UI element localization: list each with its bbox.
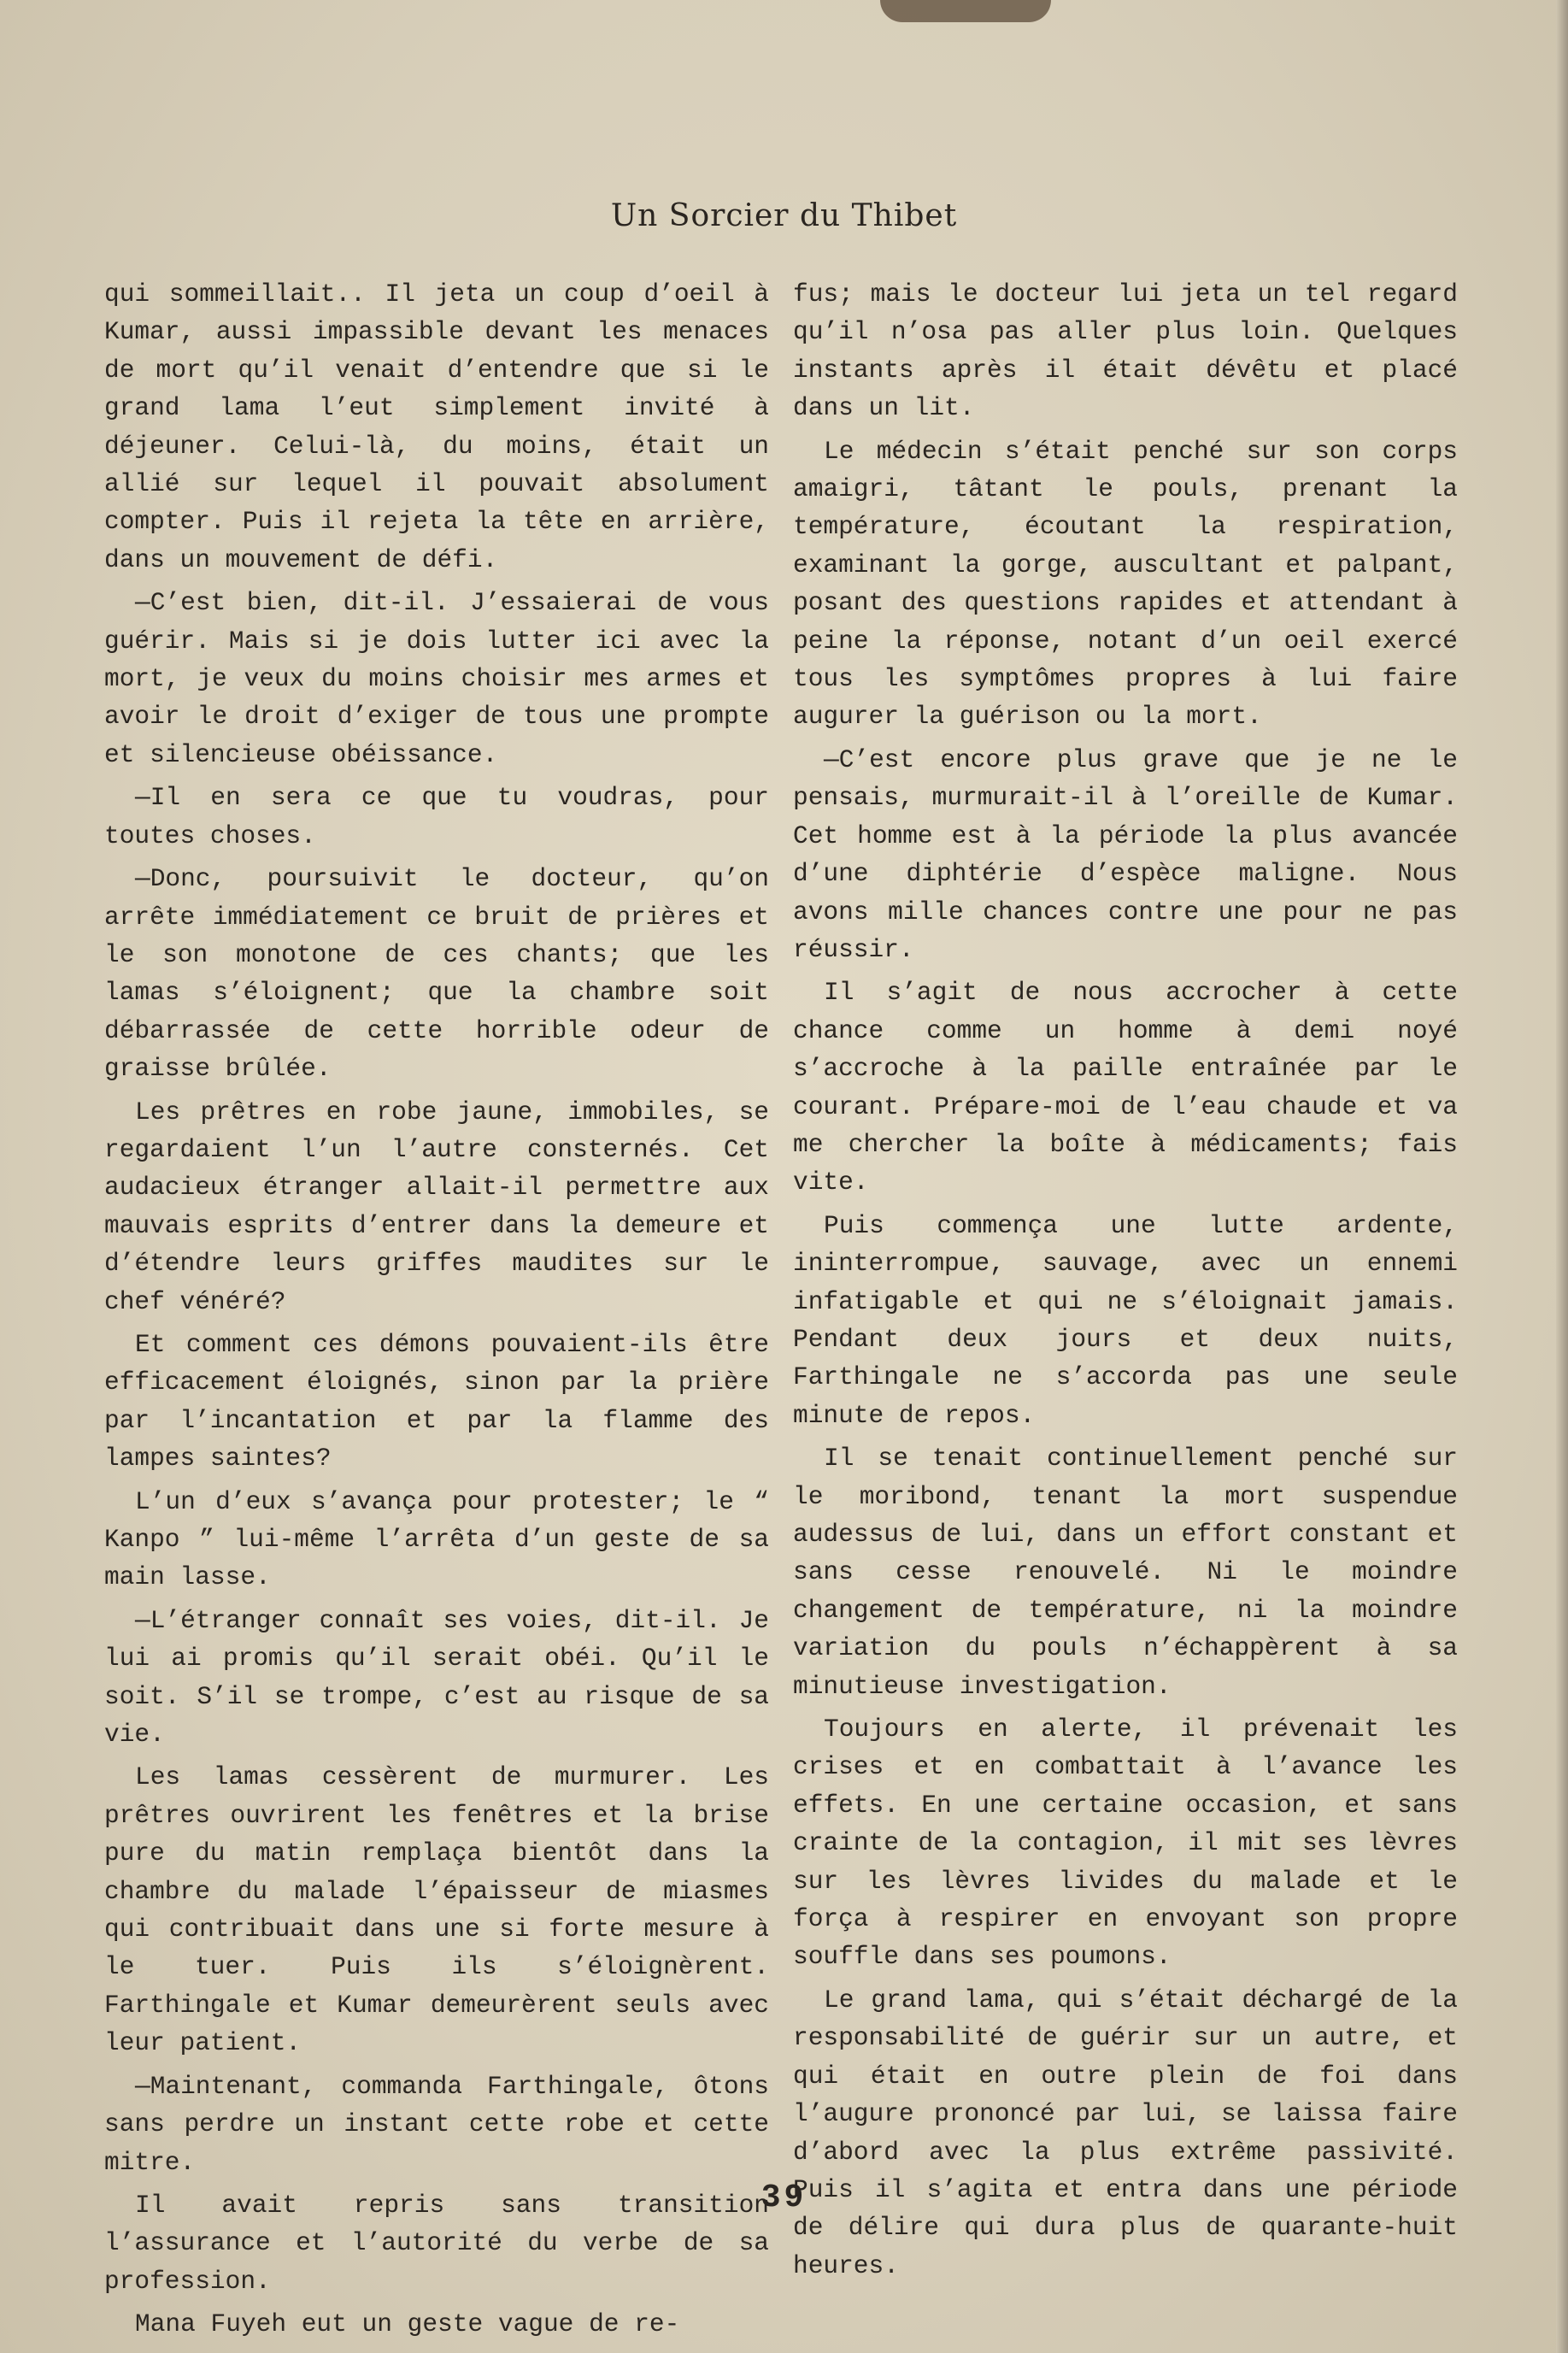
paragraph: —Donc, poursuivit le docteur, qu’on arrête immédiatement ce bruit de prières et le son monotone de ces chants; que les lamas s’éloignent; que la chambre soit débarrassée de cette horrible odeur de graisse brûlée. (104, 864, 769, 1084)
paragraph: Le médecin s’était penché sur son corps amaigri, tâtant le pouls, prenant la température, écoutant la respiration, examinant la gorge, auscultant et palpant, posant des questions rapides et attendant à peine la réponse, notant d’un oeil exercé tous les symptômes propres à lui faire augurer la guérison ou la mort. (793, 436, 1458, 732)
paragraph: —L’étranger connaît ses voies, dit-il. Je lui ai promis qu’il serait obéi. Qu’il le soit. S’il se trompe, c’est au risque de sa vie. (104, 1605, 769, 1750)
paragraph: fus; mais le docteur lui jeta un tel regard qu’il n’osa pas aller plus loin. Quelques instants après il était dévêtu et placé dans un lit. (793, 279, 1458, 423)
paragraph: Puis commença une lutte ardente, ininterrompue, sauvage, avec un ennemi infatigable et qui ne s’éloignait jamais. Pendant deux jours et deux nuits, Farthingale ne s’accorda pas une seule minute de repos. (793, 1210, 1458, 1430)
paragraph: Le grand lama, qui s’était déchargé de la responsabilité de guérir sur un autre, et qui était en outre plein de foi dans l’augure prononcé par lui, se laissa faire d’abord avec la plus extrême passivité. Puis il s’agita et entra dans une période de délire qui dura plus de quarante-huit heures. (793, 1985, 1458, 2280)
page-stain (880, 0, 1051, 22)
paragraph: L’un d’eux s’avança pour protester; le “ Kanpo ” lui-même l’arrêta d’un geste de sa main lasse. (104, 1486, 769, 1592)
paragraph: Et comment ces démons pouvaient-ils être efficacement éloignés, sinon par la prière par l’incantation et par la flamme des lampes saintes? (104, 1329, 769, 1474)
right-column (793, 275, 1458, 2290)
running-title: Un Sorcier du Thibet (610, 198, 958, 233)
paragraph: Il avait repris sans transition l’assurance et l’autorité du verbe de sa profession. (104, 2190, 769, 2296)
paragraph: —Maintenant, commanda Farthingale, ôtons sans perdre un instant cette robe et cette mitre. (104, 2071, 769, 2177)
paragraph: Les lamas cessèrent de murmurer. Les prêtres ouvrirent les fenêtres et la brise pure du matin remplaça bientôt dans la chambre du malade l’épaisseur de miasmes qui contribuait dans une si forte mesure à le tuer. Puis ils s’éloignèrent. Farthingale et Kumar demeurèrent seuls avec leur patient. (104, 1762, 769, 2058)
paragraph: —C’est encore plus grave que je ne le pensais, murmurait-il à l’oreille de Kumar. Cet homme est à la période la plus avancée d’une diphtérie d’espèce maligne. Nous avons mille chances contre une pour ne pas réussir. (793, 744, 1458, 964)
paragraph: Il s’agit de nous accrocher à cette chance comme un homme à demi noyé s’accroche à la paille entraînée par le courant. Prépare-moi de l’eau chaude et va me chercher la boîte à médicaments; fais vite. (793, 978, 1458, 1197)
paragraph: Il se tenait continuellement penché sur le moribond, tenant la mort suspendue audessus de lui, dans un effort constant et sans cesse renouvelé. Ni le moindre changement de température, ni la moindre variation du pouls n’échappèrent à sa minutieuse investigation. (793, 1444, 1458, 1701)
page-number: 39 (761, 2179, 807, 2216)
paragraph: —C’est bien, dit-il. J’essaierai de vous guérir. Mais si je dois lutter ici avec la mort, je veux du moins choisir mes armes et avoir le droit d’exiger de tous une prompte et silencieuse obéissance. (104, 588, 769, 769)
paragraph: qui sommeillait.. Il jeta un coup d’oeil à Kumar, aussi impassible devant les menaces de mort qu’il venait d’entendre que si le grand lama l’eut simplement invité à déjeuner. Celui-là, du moins, était un allié sur lequel il pouvait absolument compter. Puis il rejeta la tête en arrière, dans un mouvement de défi. (104, 279, 769, 574)
paragraph: Mana Fuyeh eut un geste vague de re- (135, 2309, 680, 2339)
paragraph: —Il en sera ce que tu voudras, pour toutes choses. (104, 783, 769, 850)
left-column (104, 275, 769, 2349)
paragraph: Les prêtres en robe jaune, immobiles, se regardaient l’un l’autre consternés. Cet audacieux étranger allait-il permettre aux mauvais esprits d’entrer dans la demeure et d’étendre leurs griffes maudites sur le chef vénéré? (104, 1097, 769, 1316)
paragraph: Toujours en alerte, il prévenait les crises et en combattait à l’avance les effets. En une certaine occasion, et sans crainte de la contagion, il mit ses lèvres sur les lèvres livides du malade et le força à respirer en envoyant son propre souffle dans ses poumons. (793, 1715, 1458, 1972)
page-edge (1556, 0, 1568, 2353)
